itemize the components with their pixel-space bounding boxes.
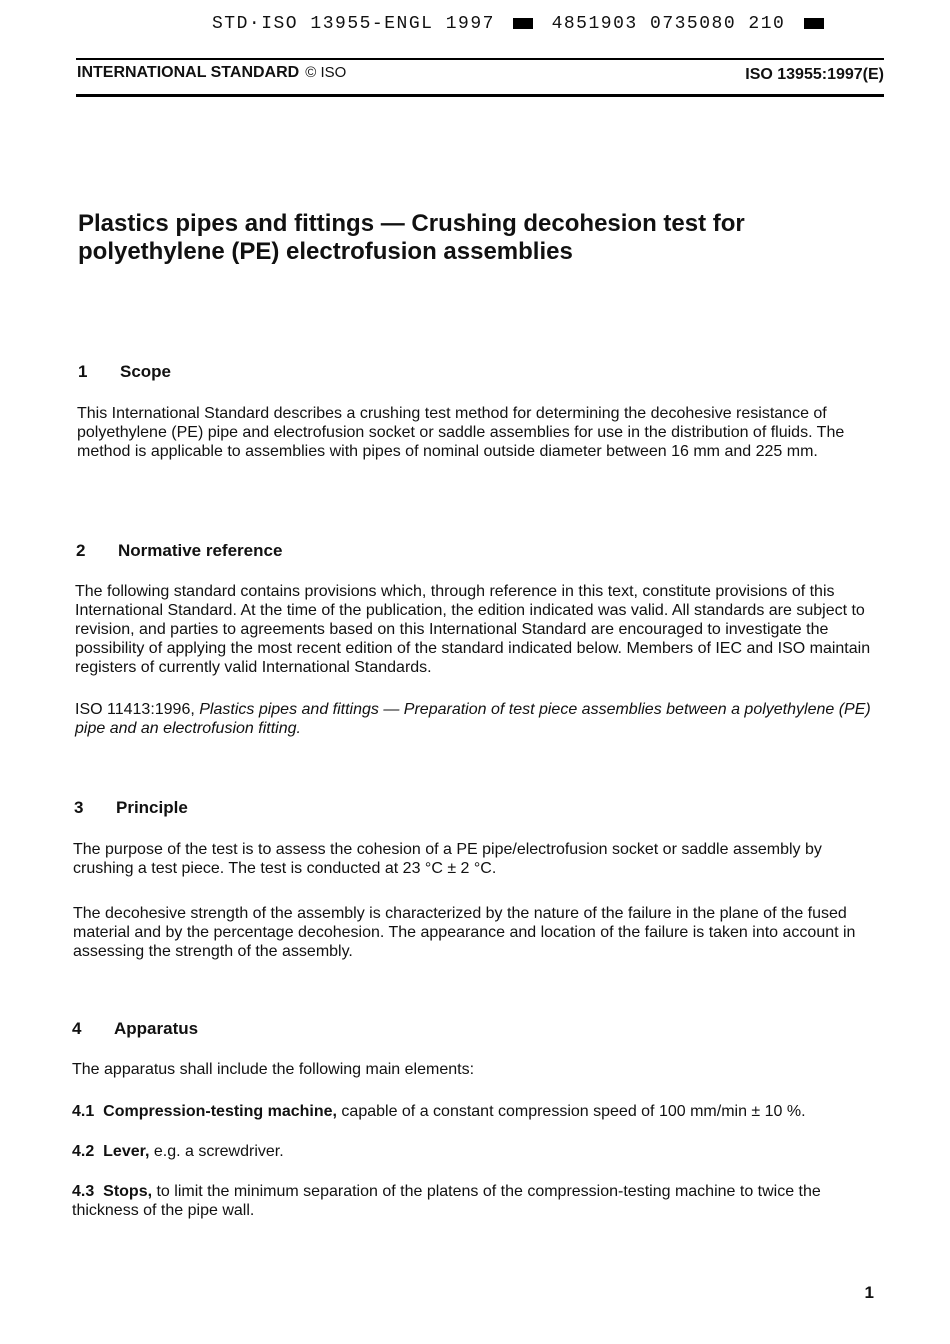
stamp-code: STD·ISO 13955-ENGL 1997	[212, 14, 495, 34]
principle-paragraph-1: The purpose of the test is to assess the cohesion of a PE pipe/electrofusion socket or saddle assembly by crushing a test piece. The test is conducted at 23 °C ± 2 °C.	[73, 841, 822, 877]
item-text: e.g. a screwdriver.	[149, 1143, 284, 1160]
section-heading-scope	[78, 362, 171, 382]
section-number: 4	[72, 1019, 82, 1038]
section-number: 2	[76, 541, 86, 560]
stamp-number-1: 4851903	[551, 14, 638, 34]
apparatus-item	[72, 1102, 872, 1121]
section-title: Principle	[116, 798, 188, 817]
stamp-block-mark	[804, 18, 824, 29]
item-term: Stops,	[103, 1183, 153, 1200]
header-top-rule	[76, 58, 884, 60]
reference-title: Plastics pipes and fittings — Preparation of test piece assemblies between a polyethylene (PE) pipe and an electrofusion fitting.	[75, 701, 871, 737]
section-number: 3	[74, 798, 84, 817]
title-line-2: polyethylene (PE) electrofusion assemblies	[78, 238, 573, 265]
scope-paragraph: This International Standard describes a crushing test method for determining the decohesive resistance of polyethylene (PE) pipe and electrofusion socket or saddle assemblies for use in the distribution of fluids. The method is applicable to assemblies with pipes of nominal outside diameter between 16 mm and 225 mm.	[77, 405, 845, 460]
title-line-1: Plastics pipes and fittings — Crushing decohesion test for	[78, 210, 745, 237]
section-heading-principle	[74, 798, 188, 818]
section-heading-normative-reference	[76, 541, 282, 561]
section-title: Normative reference	[118, 541, 283, 560]
header-bottom-rule	[76, 94, 884, 97]
normative-paragraph: The following standard contains provisions which, through reference in this text, constitute provisions of this International Standard. At the time of the publication, the edition indicated was valid. All standards are subject to revision, and parties to agreements based on this International Standard are encouraged to investigate the possibility of applying the most recent edition of the standard indicated below. Members of IEC and ISO maintain registers of currently valid International Standards.	[75, 583, 871, 676]
item-number: 4.2	[72, 1143, 95, 1160]
item-text: capable of a constant compression speed of 100 mm/min ± 10 %.	[336, 1103, 806, 1120]
scan-stamp	[212, 14, 830, 34]
page-number: 1	[864, 1283, 874, 1302]
header-left	[77, 64, 346, 82]
header-copyright: © ISO	[305, 64, 347, 81]
header-document-id: ISO 13955:1997(E)	[745, 66, 884, 83]
item-number: 4.3	[72, 1183, 95, 1200]
section-title: Scope	[120, 362, 172, 381]
reference-code: ISO 11413:1996,	[75, 701, 195, 718]
item-term: Compression-testing machine,	[103, 1103, 337, 1120]
header-standard-label: INTERNATIONAL STANDARD	[77, 64, 300, 81]
item-number: 4.1	[72, 1103, 95, 1120]
section-title: Apparatus	[114, 1019, 199, 1038]
section-number: 1	[78, 362, 88, 381]
apparatus-item	[72, 1182, 872, 1220]
item-term: Lever,	[103, 1143, 150, 1160]
apparatus-item	[72, 1142, 872, 1161]
stamp-block-mark	[513, 18, 533, 29]
section-heading-apparatus	[72, 1019, 198, 1039]
apparatus-intro: The apparatus shall include the following main elements:	[72, 1061, 475, 1078]
item-text: to limit the minimum separation of the platens of the compression-testing machine to twice the thickness of the pipe wall.	[72, 1183, 821, 1219]
document-title	[78, 210, 868, 266]
principle-paragraph-2: The decohesive strength of the assembly is characterized by the nature of the failure in the plane of the fused material and by the percentage decohesion. The appearance and location of the failure is taken into account in assessing the strength of the assembly.	[73, 905, 856, 960]
stamp-number-2: 0735080 210	[650, 14, 786, 34]
normative-reference-entry	[75, 700, 875, 738]
